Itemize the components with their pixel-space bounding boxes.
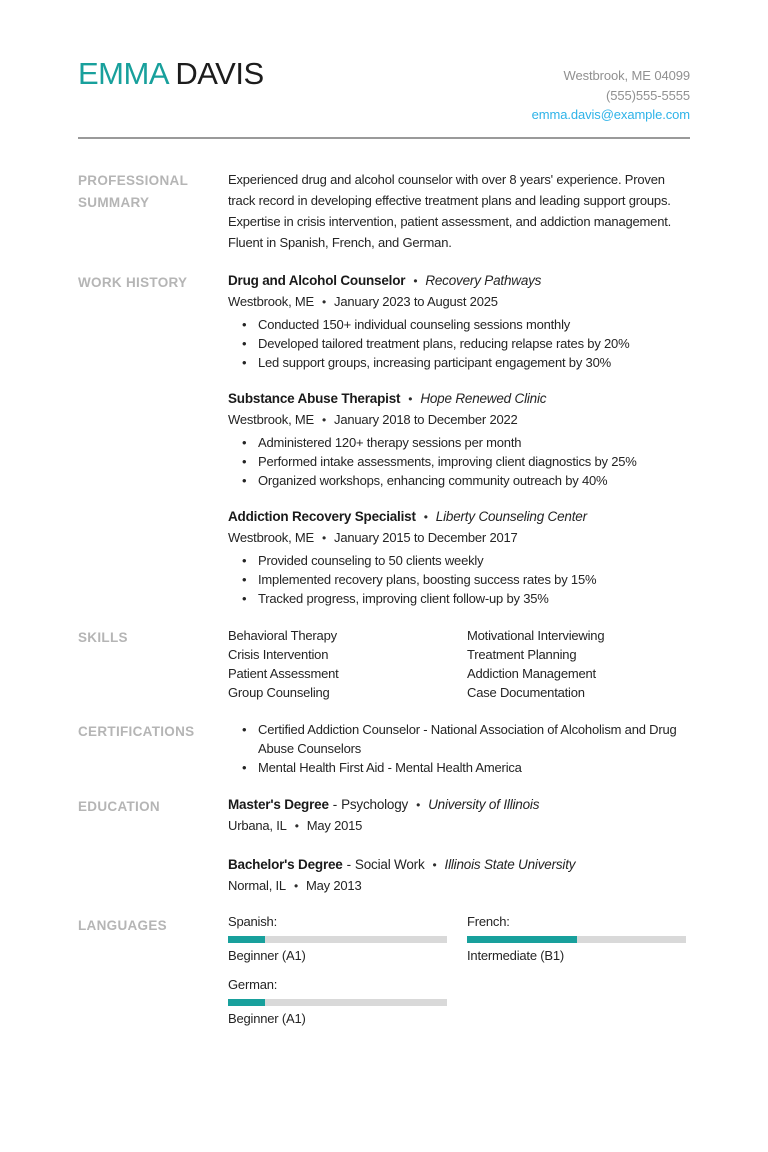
degree-name: Bachelor's Degree — [228, 856, 343, 872]
resume-header — [78, 56, 690, 125]
degree-field: Social Work — [354, 856, 425, 872]
job-entry — [228, 507, 690, 608]
skill-item: Motivational Interviewing — [467, 627, 605, 643]
job-company: Hope Renewed Clinic — [420, 390, 547, 406]
language-name: French: — [467, 913, 510, 929]
degree-name: Master's Degree — [228, 796, 329, 812]
skill-item: Treatment Planning — [467, 646, 577, 662]
dot-separator — [322, 529, 326, 548]
job-bullet: • Organized workshops, enhancing community outreach by 40% — [258, 471, 690, 490]
job-bullet: • Led support groups, increasing participant engagement by 30% — [258, 353, 690, 372]
skill-item: Patient Assessment — [228, 665, 339, 681]
language-proficiency-bar — [228, 936, 447, 943]
dash-separator — [347, 857, 351, 872]
job-location: Westbrook, ME — [228, 293, 315, 309]
dot-separator — [295, 817, 299, 836]
education-entry — [228, 855, 690, 896]
section-professional-summary — [78, 169, 690, 253]
job-dates: January 2018 to December 2022 — [334, 411, 518, 427]
dot-separator — [294, 877, 298, 896]
certification-item: • Certified Addiction Counselor - National Association of Alcoholism and Drug Abuse Counselors — [258, 720, 690, 758]
language-proficiency-fill — [228, 999, 265, 1006]
section-certifications — [78, 720, 690, 777]
job-bullet-list — [228, 551, 690, 608]
language-level: Beginner (A1) — [228, 1010, 306, 1026]
job-title: Addiction Recovery Specialist — [228, 508, 416, 524]
contact-block — [532, 66, 690, 125]
degree-location: Urbana, IL — [228, 817, 287, 833]
job-title: Drug and Alcohol Counselor — [228, 272, 406, 288]
dot-separator — [408, 390, 412, 409]
job-entry — [228, 271, 690, 372]
summary-section-label: PROFESSIONAL SUMMARY — [78, 172, 188, 210]
resume-body — [78, 169, 690, 1027]
job-title: Substance Abuse Therapist — [228, 390, 401, 406]
section-languages — [78, 914, 690, 1027]
header-divider — [78, 137, 690, 139]
job-bullet-list — [228, 433, 690, 490]
skill-item: Behavioral Therapy — [228, 627, 337, 643]
work-section-label: WORK HISTORY — [78, 274, 188, 290]
degree-date: May 2013 — [305, 877, 362, 893]
skills-column-1 — [228, 626, 467, 702]
skill-item: Crisis Intervention — [228, 646, 329, 662]
dot-separator — [413, 272, 417, 291]
candidate-first-name: EMMA — [78, 56, 168, 91]
section-skills — [78, 626, 690, 702]
job-location: Westbrook, ME — [228, 411, 315, 427]
language-proficiency-fill — [228, 936, 265, 943]
language-level: Beginner (A1) — [228, 947, 306, 963]
contact-email-link[interactable]: emma.davis@example.com — [531, 107, 690, 122]
languages-grid — [228, 914, 690, 1027]
skill-item: Group Counseling — [228, 684, 330, 700]
language-level: Intermediate (B1) — [467, 947, 565, 963]
job-dates: January 2015 to December 2017 — [334, 529, 518, 545]
dot-separator — [416, 796, 420, 815]
candidate-last-name: DAVIS — [175, 56, 264, 91]
job-company: Recovery Pathways — [425, 272, 542, 288]
education-entry — [228, 795, 690, 836]
skills-column-2 — [467, 626, 690, 702]
dot-separator — [322, 411, 326, 430]
certification-list — [228, 720, 690, 777]
language-proficiency-bar — [467, 936, 686, 943]
job-bullet: • Provided counseling to 50 clients weekly — [258, 551, 690, 570]
dash-separator — [333, 797, 337, 812]
language-entry — [467, 914, 686, 964]
job-bullet-list — [228, 315, 690, 372]
skill-item: Case Documentation — [467, 684, 585, 700]
job-company: Liberty Counseling Center — [435, 508, 587, 524]
job-bullet: • Tracked progress, improving client follow-up by 35% — [258, 589, 690, 608]
certifications-section-label: CERTIFICATIONS — [78, 723, 195, 739]
certification-item: • Mental Health First Aid - Mental Health America — [258, 758, 690, 777]
job-location: Westbrook, ME — [228, 529, 315, 545]
contact-phone: (555)555-5555 — [606, 87, 690, 103]
candidate-name — [78, 56, 264, 92]
degree-location: Normal, IL — [228, 877, 286, 893]
language-name: German: — [228, 976, 278, 992]
language-name: Spanish: — [228, 913, 277, 929]
section-work-history — [78, 271, 690, 608]
section-education — [78, 795, 690, 896]
job-dates: January 2023 to August 2025 — [334, 293, 498, 309]
language-entry — [228, 977, 447, 1027]
degree-date: May 2015 — [306, 817, 363, 833]
dot-separator — [322, 293, 326, 312]
degree-school: Illinois State University — [444, 856, 576, 872]
degree-field: Psychology — [341, 796, 409, 812]
languages-section-label: LANGUAGES — [78, 917, 167, 933]
contact-location: Westbrook, ME 04099 — [563, 68, 690, 83]
education-section-label: EDUCATION — [78, 798, 160, 814]
job-bullet: • Developed tailored treatment plans, reducing relapse rates by 20% — [258, 334, 690, 353]
job-bullet: • Administered 120+ therapy sessions per month — [258, 433, 690, 452]
language-proficiency-bar — [228, 999, 447, 1006]
job-bullet: • Performed intake assessments, improving client diagnostics by 25% — [258, 452, 690, 471]
dot-separator — [424, 508, 428, 527]
language-proficiency-fill — [467, 936, 577, 943]
skills-grid — [228, 626, 690, 702]
job-bullet: • Implemented recovery plans, boosting success rates by 15% — [258, 570, 690, 589]
skills-section-label: SKILLS — [78, 629, 128, 645]
degree-school: University of Illinois — [428, 796, 540, 812]
language-entry — [228, 914, 447, 964]
job-entry — [228, 389, 690, 490]
dot-separator — [433, 856, 437, 875]
skill-item: Addiction Management — [467, 665, 596, 681]
summary-text: Experienced drug and alcohol counselor with over 8 years' experience. Proven track record in developing effective treatment plans and leading support groups. Expertise in crisis intervention, patient assessment, and addiction management. Fluent in Spanish, French, and German. — [228, 171, 672, 250]
job-bullet: • Conducted 150+ individual counseling sessions monthly — [258, 315, 690, 334]
